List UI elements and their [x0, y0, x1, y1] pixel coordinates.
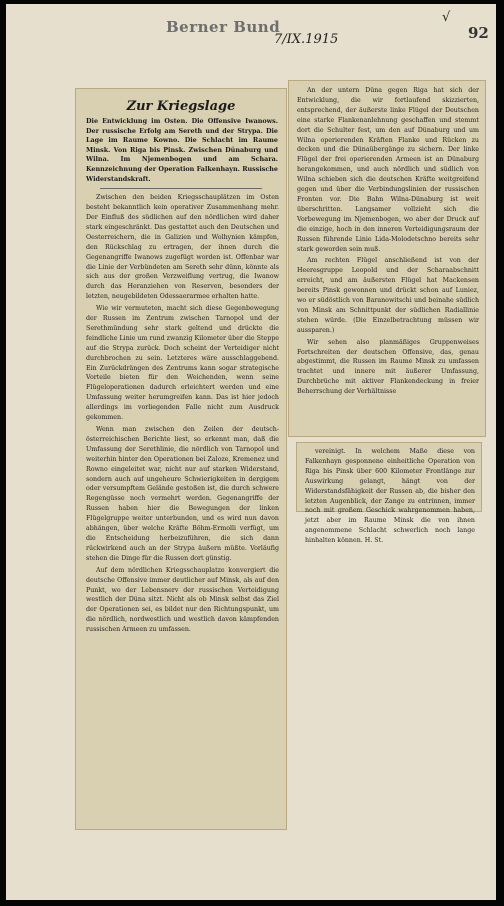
paragraph: Am rechten Flügel anschließend ist von der Heeresgruppe Leopold und der Scharaabschnitt erreicht, und am äußersten Flügel hat Mackensen bereits Pinsk gewonnen und drückt schon auf Luniez, wo er südöstlich von Baranowitschi und beinahe südlich von Minsk am Schnittpunkt der südlichen Radiallinie stehen würde. (Die Einzelbetrachtung müssen wir aussparen.)	[297, 257, 479, 334]
paragraph: Auf dem nördlichen Kriegsschauplatze konvergiert die deutsche Offensive immer deutlicher auf Minsk, als auf den Punkt, wo der Lebensnerv der russischen Verteidigung westlich der Düna sitzt. Nicht als ob Minsk selbst das Ziel der Operationen sei, es bildet nur den Richtungspunkt, um die nördlich, nordwestlich und westlich davon kämpfenden russischen Armeen zu umfassen.	[86, 566, 279, 634]
paragraph: Wir sehen also planmäßiges Gruppenweises Fortschreiten der deutschen Offensive, das, genau abgestimmt, die Russen im Raume Minsk zu umfassen trachtet und innere mit äußerer Umfassung, Durchbrüche mit aktiver Flankendeckung in freier Beherrschung der Verhältnisse	[297, 338, 479, 396]
newspaper-name: Berner Bund	[166, 18, 281, 36]
paragraph: vereinigt. In welchem Maße diese von Falkenhayn gesponnene einheitliche Operation von Riga bis Pinsk über 600 Kilometer Frontlänge zur Auswirkung gelangt, hängt von der Widerstandsfähigkeit der Russen ab, die bisher den letzten Augenblick, der Zange zu entrinnen, immer noch mit großem Geschick wahrgenommen haben, jetzt aber im Raume Minsk die von ihnen angenommene Schlacht schwerlich noch lange hinhalten können. H. St.	[305, 448, 475, 545]
paragraph: Wenn man zwischen den Zeilen der deutsch-österreichischen Berichte liest, so erkennt man, daß die Umfassung der Serethlinie, die nördlich von Tarnopol und weiterhin hinter den Operationen bei Zaloze, Kremenez und Rowno eingeleitet war, nicht nur auf starken Widerstand, sondern auch auf ungeheure Schwierigkeiten in dergigem oder versumpftem Gelände gestoßen ist, die durch schwere Regengüsse noch vermehrt werden. Gegenangriffe der Russen haben hier die Bewegungen der linken Flügelgruppe weiter unterbunden, und es wird nun davon abhängen, über welche Kräfte Böhm-Ermolli verfügt, um die Entscheidung herbeizuführen, die sich dann rückwirkend auch an der Strypa äußern müßte. Vorläufig stehen die Dinge für die Russen dort günstig.	[86, 426, 279, 562]
divider	[100, 188, 262, 189]
article-column-3	[296, 442, 482, 545]
page-number: 92	[468, 24, 489, 42]
article-title: Zur Kriegslage	[126, 99, 236, 114]
article-column-2	[288, 80, 486, 437]
check-mark: √	[442, 10, 451, 25]
paragraph: Wie wir vermuteten, macht sich diese Gegenbewegung der Russen im Zentrum zwischen Tarnopol und der Serethmündung sehr stark geltend und drückte die feindliche Linie um rund zwanzig Kilometer über die Steppe auf die Strypa zurück. Doch scheint der Verteidiger nicht durchbrochen zu sein. Letzteres wäre ausschlaggebend. Ein Zurückdrängen des Zentrums kann sogar strategische Vorteile bieten für den Weichenden, wenn seine Flügeloperationen dadurch erleichtert werden und eine Umfassung weiter herumgreifen kann. Das ist hier jedoch allerdings im vorliegenden Falle nicht zum Ausdruck gekommen.	[86, 305, 279, 422]
paragraph: An der untern Düna gegen Riga hat sich der Entwicklung, die wir fortlaufend skizzierten, entsprechend, der äußerste linke Flügel der Deutschen eine starke Flankenanlehnung geschaffen und stemmt dort die Schulter fest, um den auf Dünaburg und um Wilna operierenden Kräften Flanke und Rücken zu decken und die Dünaübergänge zu sichern. Der linke Flügel der frei operierenden Armeen ist an Dünaburg herangekommen, und auch nördlich und südlich von Wilna schieben sich die deutschen Kräfte weitgreifend gegen und über die Verbindungslinien der russischen Fronten vor. Die Bahn Wilna-Dünaburg ist weit überschritten. Langsamer vollzieht sich die Vorbewegung im Njemenbogen, wo aber der Druck auf die einzige, hoch in den inneren Verteidigungsraum der Russen führende Linie Lida-Molodetschno bereits sehr stark geworden sein muß.	[297, 87, 479, 253]
article-subtitle: Die Entwicklung im Osten. Die Offensive Iwanows. Der russische Erfolg am Sereth und der Strypa. Die Lage im Raume Kowno. Die Schlacht im Raume Minsk. Von Riga bis Pinsk. Zwischen Dünaburg und Wilna. Im Njemenbogen und am Schara. Kennzeichnung der Operation Falkenhayn. Russische Widerstandskraft.	[86, 117, 278, 183]
handwritten-date: 7/IX.1915	[274, 32, 339, 47]
article-column-1	[75, 88, 287, 830]
paragraph: Zwischen den beiden Kriegsschauplätzen im Osten besteht bekanntlich kein operativer Zusammenhang mehr. Der Einfluß des südlichen auf den nördlichen wird daher stark eingeschränkt. Das gestattet auch den Deutschen und Oesterreichern, die in Galizien und Wolhynien kämpfen, den Rückschlag zu ertragen, der ihnen durch die Gegenangriffe Iwanows zugefügt worden ist. Offenbar war die Linie der Verbündeten am Sereth sehr dünn, könnte als sich aus der großen Verzweiflung vertrug, die Iwanow durch das Heranziehen von Reserven, besonders der letzten, neugebildeten Odessaerarmee erhalten hatte.	[86, 194, 279, 301]
